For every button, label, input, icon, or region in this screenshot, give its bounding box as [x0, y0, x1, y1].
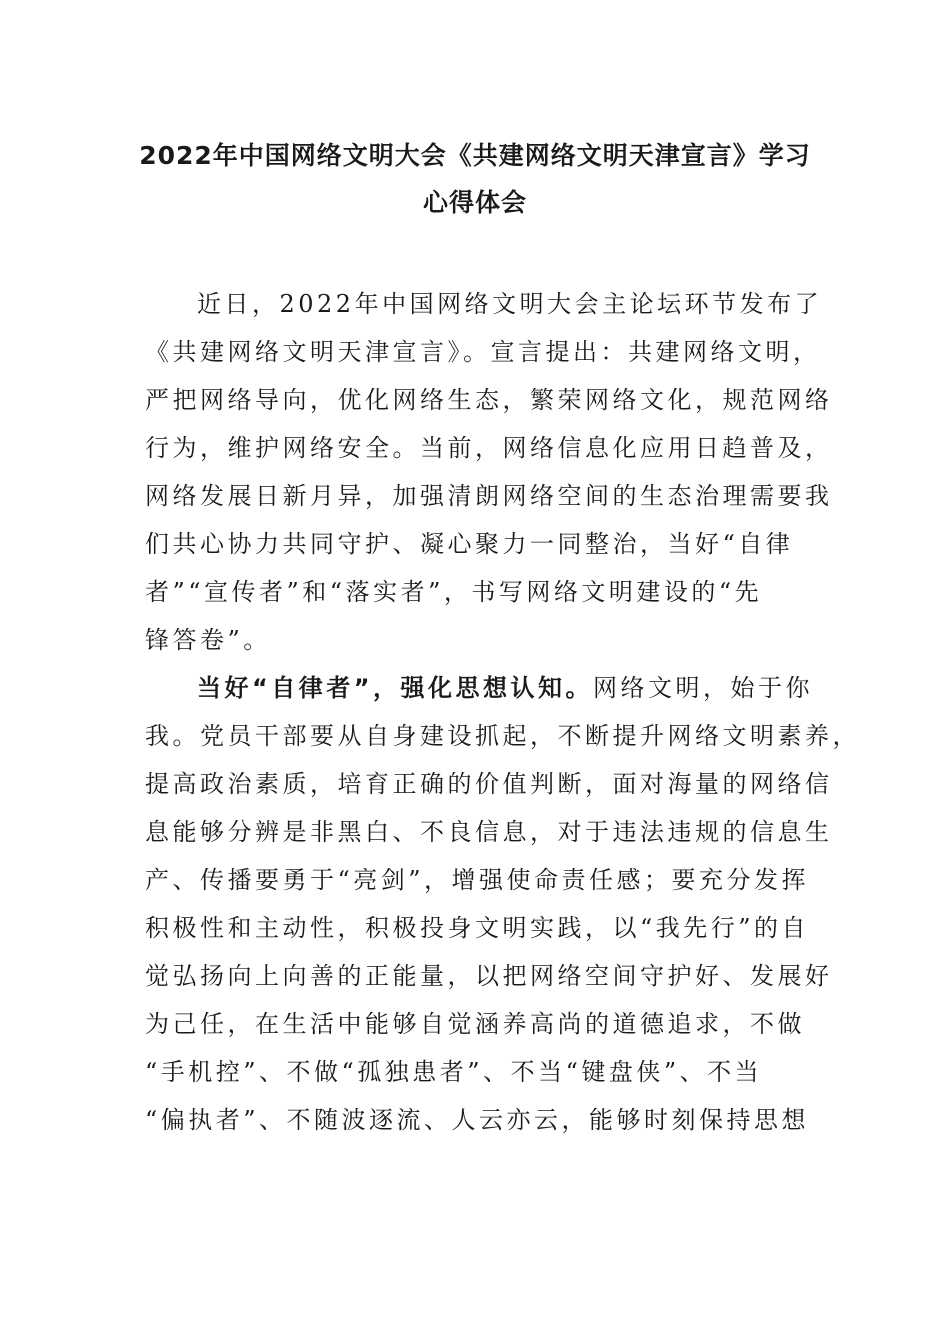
paragraph-line: “手机控”、不做“孤独患者”、不当“键盘侠”、不当 [145, 1058, 763, 1086]
paragraph-line: 网络发展日新月异，加强清朗网络空间的生态治理需要我 [145, 482, 833, 510]
paragraph-text: 网络文明，始于你 [593, 674, 814, 702]
paragraph-line: 我。党员干部要从自身建设抓起，不断提升网络文明素养， [145, 722, 860, 750]
paragraph-line: 者”“宣传者”和“落实者”，书写网络文明建设的“先 [145, 578, 763, 606]
paragraph-line: 产、传播要勇于“亮剑”，增强使命责任感；要充分发挥 [145, 866, 810, 894]
paragraph-1 [145, 280, 833, 664]
document-title-line-1: 2022年中国网络文明大会《共建网络文明天津宣言》学习 [139, 141, 811, 170]
document-body [145, 280, 860, 1144]
paragraph-line: 积极性和主动性，积极投身文明实践，以“我先行”的自 [145, 914, 810, 942]
paragraph-line: 提高政治素质，培育正确的价值判断，面对海量的网络信 [145, 770, 833, 798]
paragraph-line: 严把网络导向，优化网络生态，繁荣网络文化，规范网络 [145, 386, 833, 414]
paragraph-heading: 当好“自律者”，强化思想认知。 [197, 674, 594, 702]
paragraph-line: “偏执者”、不随波逐流、人云亦云，能够时刻保持思想 [145, 1106, 810, 1134]
paragraph-line: 行为，维护网络安全。当前，网络信息化应用日趋普及， [145, 434, 833, 462]
paragraph-line: 觉弘扬向上向善的正能量，以把网络空间守护好、发展好 [145, 962, 833, 990]
paragraph-line: 《共建网络文明天津宣言》。宣言提出：共建网络文明， [145, 338, 821, 366]
document-title-line-2: 心得体会 [422, 188, 527, 217]
paragraph-line: 们共心协力共同守护、凝心聚力一同整治，当好“自律 [145, 530, 794, 558]
paragraph-line: 近日，2022年中国网络文明大会主论坛环节发布了 [197, 290, 823, 318]
paragraph-line: 息能够分辨是非黑白、不良信息，对于违法违规的信息生 [145, 818, 833, 846]
paragraph-line: 为己任，在生活中能够自觉涵养高尚的道德追求，不做 [145, 1010, 805, 1038]
paragraph-line [145, 664, 814, 712]
paragraph-2 [145, 664, 860, 1144]
paragraph-line: 锋答卷”。 [145, 626, 271, 654]
